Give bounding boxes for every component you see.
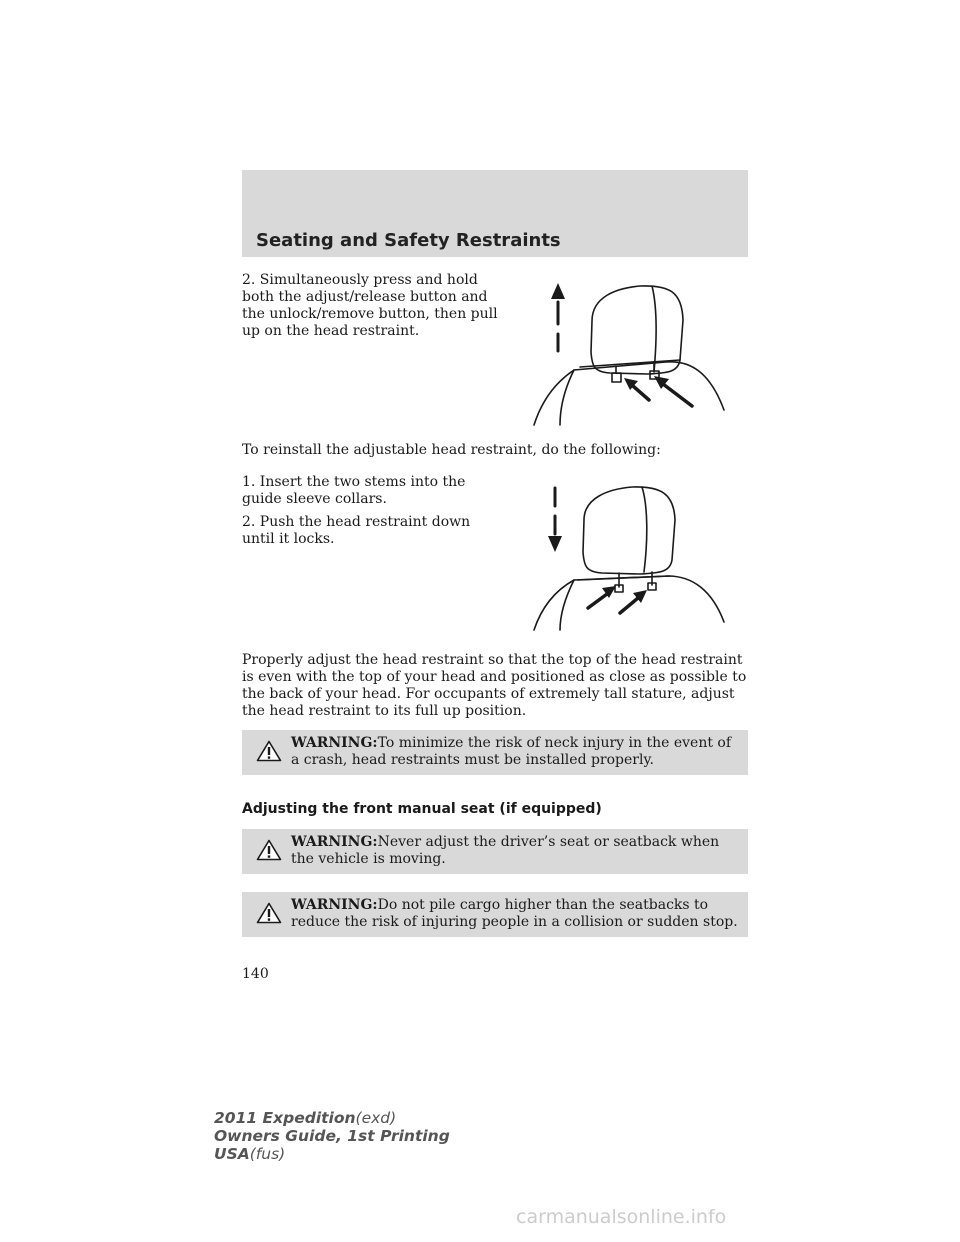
warning-body: Do not pile cargo higher than the seatbacks to reduce the risk of injuring people in a collision or sudden stop. — [291, 897, 738, 930]
document-footer — [214, 1109, 450, 1163]
warning-label: WARNING: — [291, 897, 378, 913]
head-restraint-install-illustration — [520, 482, 730, 632]
section-title: Seating and Safety Restraints — [256, 230, 561, 251]
warning-triangle-icon — [256, 902, 282, 924]
warning-box-neck-injury — [242, 730, 748, 775]
warning-box-seat-adjust — [242, 829, 748, 874]
warning-text — [291, 897, 742, 931]
warning-label: WARNING: — [291, 735, 378, 751]
warning-box-cargo — [242, 892, 748, 937]
footer-market-code: (fus) — [249, 1145, 286, 1163]
warning-body: Never adjust the driver’s seat or seatback when the vehicle is moving. — [291, 834, 720, 867]
warning-text — [291, 735, 742, 769]
footer-market: USA — [214, 1145, 250, 1163]
footer-model: 2011 Expedition — [214, 1109, 356, 1127]
adjust-instructions: Properly adjust the head restraint so that the top of the head restraint is even with the top of your head and positioned as close as possible to the back of your head. For occupants of extremely tall stature, adjust the head restraint to its full up position. — [242, 652, 747, 719]
remove-step-2: 2. Simultaneously press and hold both the adjust/release button and the unlock/remove button, then pull up on the head restraint. — [242, 272, 498, 339]
head-restraint-remove-illustration — [520, 280, 730, 426]
reinstall-step-1: 1. Insert the two stems into the guide sleeve collars. — [242, 474, 466, 507]
warning-body: To minimize the risk of neck injury in the event of a crash, head restraints must be installed properly. — [291, 735, 732, 768]
section-subheading: Adjusting the front manual seat (if equipped) — [242, 801, 602, 817]
footer-printing: Owners Guide, 1st Printing — [214, 1127, 450, 1145]
warning-triangle-icon — [256, 839, 282, 861]
watermark: carmanualsonline.info — [516, 1206, 727, 1228]
warning-text — [291, 834, 742, 868]
page-number: 140 — [242, 966, 269, 982]
reinstall-intro: To reinstall the adjustable head restraint, do the following: — [242, 442, 661, 458]
warning-triangle-icon — [256, 740, 282, 762]
warning-label: WARNING: — [291, 834, 378, 850]
footer-model-code: (exd) — [355, 1109, 397, 1127]
reinstall-step-2: 2. Push the head restraint down until it locks. — [242, 514, 471, 547]
